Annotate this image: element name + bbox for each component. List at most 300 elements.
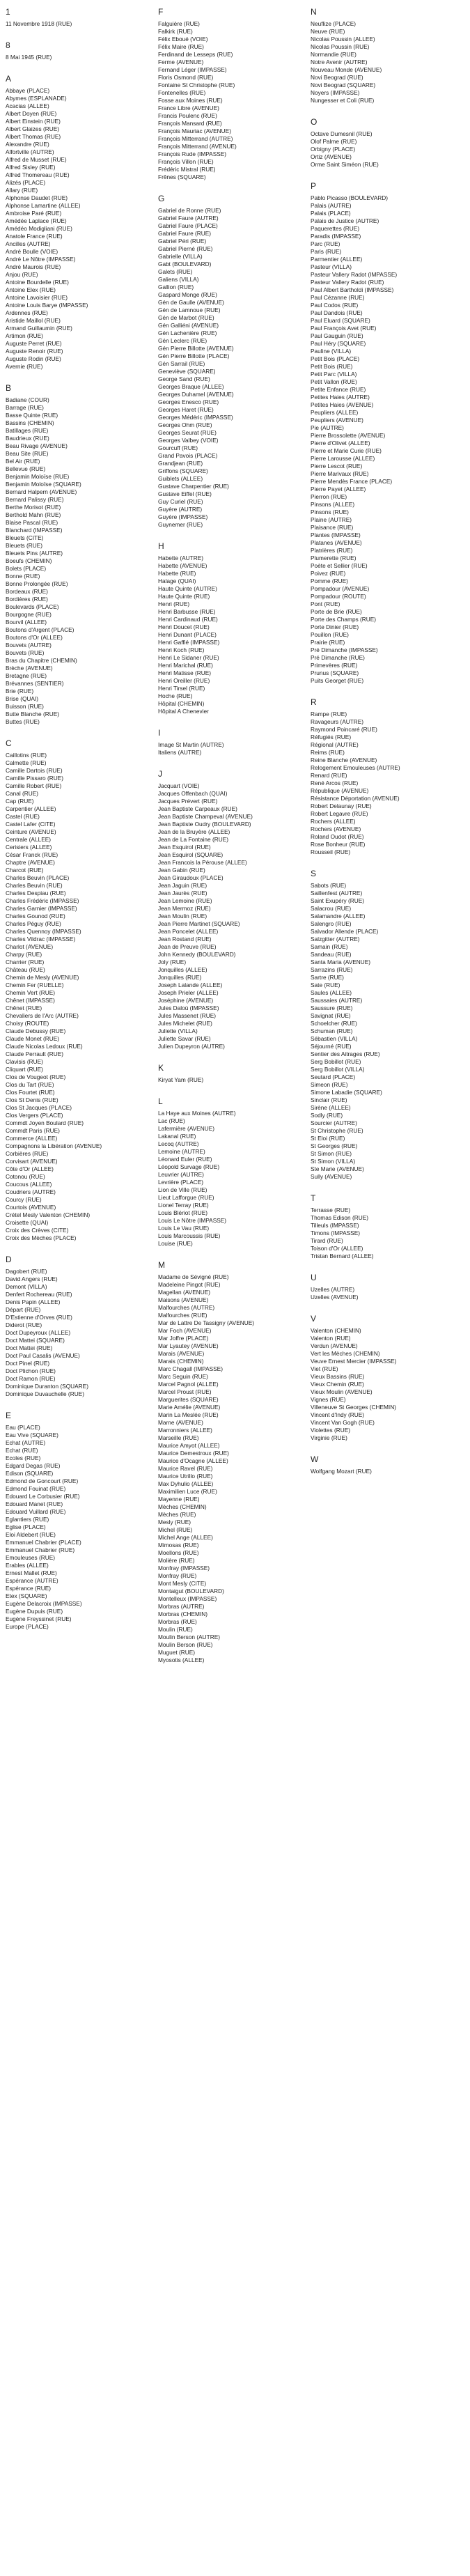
- street-list-item: Morbras (CHEMIN): [158, 1611, 207, 1617]
- street-list-item: Henri Gaffié (IMPASSE): [158, 639, 220, 646]
- street-list-item: Georges Enesco (RUE): [158, 398, 219, 405]
- street-list-item: Gaspard Monge (RUE): [158, 291, 217, 298]
- street-list-item: Pompadour (AVENUE): [311, 585, 370, 592]
- street-list-item: Jean de la Bruyère (ALLEE): [158, 828, 230, 835]
- street-list-item: Sate (RUE): [311, 981, 340, 988]
- street-list-item: Eugène Delacroix (IMPASSE): [6, 1600, 82, 1607]
- street-list-item: Mar Foch (AVENUE): [158, 1327, 212, 1334]
- street-list-item: Amédéo Modigliani (RUE): [6, 225, 72, 232]
- street-list-item: Echat (AUTRE): [6, 1439, 46, 1446]
- index-column-1: [6, 7, 158, 2576]
- street-list-item: Maisons (AVENUE): [158, 1296, 209, 1303]
- street-list-item: Brèche (AVENUE): [6, 665, 53, 672]
- street-list-item: Cotonou (RUE): [6, 1173, 45, 1180]
- street-list-item: Molière (RUE): [158, 1557, 195, 1564]
- street-list-item: George Sand (RUE): [158, 375, 210, 382]
- street-list-item: Charrier (RUE): [6, 959, 45, 965]
- street-list-item: Allary (RUE): [6, 187, 38, 194]
- letter-section: [158, 194, 311, 529]
- street-list-item: Veuve Ernest Mercier (IMPASSE): [311, 1358, 397, 1365]
- street-list-item: Espérance (AUTRE): [6, 1577, 58, 1584]
- street-list-item: Prairie (RUE): [311, 639, 345, 646]
- street-list-item: Ferdinand de Lesseps (RUE): [158, 51, 233, 58]
- street-list-item: Henri (RUE): [158, 600, 190, 607]
- street-list-item: Petite Enfance (RUE): [311, 386, 366, 393]
- street-list-item: Doct Ramon (RUE): [6, 1375, 56, 1382]
- street-list-item: Floris Osmond (RUE): [158, 74, 214, 81]
- street-list-item: Vieux Bassins (RUE): [311, 1373, 365, 1380]
- street-list-item: Jean de Preuve (RUE): [158, 943, 217, 950]
- street-list-item: Jean Giraudoux (PLACE): [158, 874, 224, 881]
- street-list-item: François Mauriac (AVENUE): [158, 127, 231, 134]
- street-list-item: Palais (AUTRE): [311, 202, 352, 209]
- street-list-item: Sandeau (RUE): [311, 951, 352, 958]
- street-list-item: Joly (RUE): [158, 959, 187, 965]
- street-list-item: Alfred de Musset (RUE): [6, 156, 67, 163]
- street-list-item: Marseille (RUE): [158, 1434, 199, 1441]
- street-list-item: Chemin Fer (RUELLE): [6, 981, 64, 988]
- street-list-item: John Kennedy (BOULEVARD): [158, 951, 236, 958]
- street-list-item: Albert Glaizes (RUE): [6, 125, 59, 132]
- street-list: [158, 1273, 311, 1664]
- street-list-item: Chênet (IMPASSE): [6, 997, 55, 1004]
- street-list-item: Mont Mesly (CITE): [158, 1580, 207, 1587]
- street-list-item: Alfred Thomereau (RUE): [6, 171, 70, 178]
- street-list-item: Edouard Manet (RUE): [6, 1500, 63, 1507]
- letter-section: [311, 697, 463, 856]
- street-list-item: 8 Mai 1945 (RUE): [6, 54, 52, 61]
- street-list-item: Lac (RUE): [158, 1117, 185, 1124]
- street-list-item: Chaptre (AVENUE): [6, 859, 55, 866]
- section-letter-heading: V: [311, 1314, 317, 1324]
- street-list-item: Kiryat Yam (RUE): [158, 1076, 204, 1083]
- section-letter-heading: H: [158, 541, 164, 551]
- street-list-item: Jean Baptiste Champeval (AVENUE): [158, 813, 253, 820]
- street-list-item: Clos Fourtet (RUE): [6, 1089, 55, 1096]
- street-list-item: Simeon (RUE): [311, 1081, 348, 1088]
- street-list-item: Bernard Palissy (RUE): [6, 496, 64, 503]
- letter-section: [158, 769, 311, 1050]
- street-list-item: Jean Esquirol (SQUARE): [158, 851, 224, 858]
- street-list-item: Bourgogne (RUE): [6, 611, 52, 618]
- street-list-item: Palais (PLACE): [311, 210, 351, 217]
- street-list: [158, 741, 311, 756]
- street-list-item: Robert Delaunay (RUE): [311, 802, 372, 809]
- street-list-item: Frédéric Mistral (RUE): [158, 166, 216, 173]
- street-list-item: Orme Saint Siméon (RUE): [311, 161, 379, 168]
- street-list-item: St Christophe (RUE): [311, 1127, 363, 1134]
- street-list-item: Camille Pissaro (RUE): [6, 775, 63, 782]
- street-list-item: Courcy (RUE): [6, 1196, 42, 1203]
- street-list-item: Novi Beograd (SQUARE): [311, 82, 376, 88]
- street-list-item: Félix Maire (RUE): [158, 43, 204, 50]
- street-list-item: Joséphine (AVENUE): [158, 997, 214, 1004]
- street-list-item: Lecoq (AUTRE): [158, 1140, 199, 1147]
- street-list-item: Gustave Eiffel (RUE): [158, 490, 212, 497]
- street-list-item: Bassins (CHEMIN): [6, 419, 54, 426]
- street-list-item: Edouard Le Corbusier (RUE): [6, 1493, 80, 1500]
- street-list-item: Octave Dumesnil (RUE): [311, 130, 373, 137]
- street-list-item: Jonquilles (ALLEE): [158, 966, 207, 973]
- street-list-item: Chemin de Mesly (AVENUE): [6, 974, 79, 981]
- street-list-item: Léonard Euler (RUE): [158, 1156, 212, 1163]
- street-list-item: François Rude (IMPASSE): [158, 150, 227, 157]
- street-list-item: Nicolas Poussin (ALLEE): [311, 36, 375, 42]
- street-list-item: Frênes (SQUARE): [158, 173, 206, 180]
- street-list-item: Saint Exupéry (RUE): [311, 897, 365, 904]
- street-list-item: Mèches (CHEMIN): [158, 1503, 207, 1510]
- street-list-item: Montelleux (IMPASSE): [158, 1595, 217, 1602]
- street-list-item: Gén Sarrail (RUE): [158, 360, 205, 367]
- street-list-item: Malfourches (AUTRE): [158, 1304, 215, 1311]
- street-list-item: Monfray (RUE): [158, 1572, 197, 1579]
- street-list-item: Castel (RUE): [6, 813, 40, 820]
- street-list-item: Serg Bobillot (VILLA): [311, 1066, 365, 1073]
- street-list-item: Fontaine St Christophe (RUE): [158, 82, 235, 88]
- letter-section: [158, 1063, 311, 1084]
- section-letter-heading: U: [311, 1273, 317, 1282]
- section-letter-heading: O: [311, 117, 318, 127]
- street-list-item: Sirène (ALLEE): [311, 1104, 351, 1111]
- street-list-item: Plaisance (RUE): [311, 524, 354, 531]
- street-list-item: Marais (AVENUE): [158, 1350, 205, 1357]
- section-letter-heading: C: [6, 738, 12, 748]
- street-list-item: Paradis (IMPASSE): [311, 233, 361, 240]
- street-list-item: Marne (AVENUE): [158, 1419, 203, 1426]
- street-list-item: Madame de Sévigné (RUE): [158, 1273, 229, 1280]
- street-list-item: Poète et Sellier (RUE): [311, 562, 368, 569]
- street-list-item: Gabriel Faure (AUTRE): [158, 215, 219, 222]
- street-list-item: Pierre Larousse (ALLEE): [311, 455, 375, 462]
- letter-section: [158, 541, 311, 715]
- letter-section: [158, 1096, 311, 1248]
- street-list-item: Centrale (ALLEE): [6, 836, 52, 843]
- section-letter-heading: G: [158, 194, 165, 203]
- letter-section: [6, 1255, 158, 1398]
- street-list-item: St Eloi (RUE): [311, 1135, 345, 1142]
- street-list-item: Bel Air (RUE): [6, 458, 40, 465]
- street-list-item: Alfred Sisley (RUE): [6, 164, 56, 171]
- street-list-item: Vieux Chemin (RUE): [311, 1381, 364, 1388]
- street-list-item: Régional (AUTRE): [311, 741, 359, 748]
- street-list-item: Galiens (VILLA): [158, 276, 199, 283]
- street-list-item: Ancilles (AUTRE): [6, 240, 51, 247]
- street-list-item: Julien Dupeyron (AUTRE): [158, 1043, 225, 1050]
- street-list-item: Robert Legavre (RUE): [311, 810, 368, 817]
- street-list-item: Anatole France (RUE): [6, 233, 63, 240]
- street-list-item: Tristan Bernard (ALLEE): [311, 1252, 374, 1259]
- street-list-item: César Franck (RUE): [6, 851, 58, 858]
- street-list-item: Serg Bobillot (RUE): [311, 1058, 361, 1065]
- street-list-item: Georges Duhamel (AVENUE): [158, 391, 234, 398]
- street-list-item: Ambroise Paré (RUE): [6, 210, 62, 217]
- street-list-item: Myosotis (ALLEE): [158, 1656, 205, 1663]
- street-list-item: Montaigut (BOULEVARD): [158, 1588, 224, 1595]
- street-list-item: Roland Oudot (RUE): [311, 833, 364, 840]
- street-list-item: Joseph Lalande (ALLEE): [158, 981, 223, 988]
- street-list-item: Normandie (RUE): [311, 51, 357, 58]
- street-list: [311, 194, 463, 685]
- street-list-item: Pie (AUTRE): [311, 424, 344, 431]
- letter-section: [311, 1273, 463, 1301]
- street-list-item: Louis Le Nôtre (IMPASSE): [158, 1217, 227, 1224]
- street-list-item: Mèches (RUE): [158, 1511, 196, 1518]
- street-list-item: Clos St Jacques (PLACE): [6, 1104, 72, 1111]
- street-list-item: Cap (RUE): [6, 798, 34, 805]
- street-list-item: Villeneuve St Georges (CHEMIN): [311, 1404, 396, 1411]
- street-list-item: Peupliers (AVENUE): [311, 417, 363, 424]
- section-letter-heading: M: [158, 1260, 165, 1270]
- street-list-item: Doct Pinel (RUE): [6, 1360, 50, 1367]
- street-list-item: Compagnons la Libération (AVENUE): [6, 1142, 102, 1149]
- street-list: [311, 20, 463, 104]
- street-list-item: Gén de Marbot (RUE): [158, 314, 214, 321]
- street-list-item: Boeufs (CHEMIN): [6, 557, 52, 564]
- street-list-item: Georges Haret (RUE): [158, 406, 214, 413]
- street-list-item: Paul Codos (RUE): [311, 302, 359, 309]
- street-list-item: François Mitterrand (AUTRE): [158, 135, 233, 142]
- street-list-item: Jean Gabin (RUE): [158, 867, 205, 874]
- street-list-item: Louis Blériot (RUE): [158, 1209, 208, 1216]
- street-list-item: Schuman (RUE): [311, 1027, 353, 1034]
- section-letter-heading: D: [6, 1255, 12, 1264]
- street-list-item: Sabots (RUE): [311, 882, 347, 889]
- section-letter-heading: 8: [6, 40, 10, 50]
- street-list-item: Pierre Mendès France (PLACE): [311, 478, 393, 485]
- street-list-item: Gén de Gaulle (AVENUE): [158, 299, 224, 306]
- street-list-item: Côte d'Or (ALLEE): [6, 1165, 54, 1172]
- street-list-item: Tilleuls (IMPASSE): [311, 1222, 359, 1229]
- street-list-item: René Arcos (RUE): [311, 779, 359, 786]
- street-list-item: Santa Maria (AVENUE): [311, 959, 371, 965]
- street-list-item: Basse Quinte (RUE): [6, 412, 58, 419]
- street-list-item: Butte Blanche (RUE): [6, 711, 60, 717]
- street-list-item: Jean Moulin (RUE): [158, 913, 207, 920]
- street-list-item: Charles Péguy (RUE): [6, 920, 61, 927]
- street-list-item: Eau (PLACE): [6, 1424, 40, 1431]
- street-list-item: Bordeaux (RUE): [6, 588, 48, 595]
- street-list-item: Ferme (AVENUE): [158, 59, 204, 65]
- street-list-item: Gén Pierre Billotte (PLACE): [158, 352, 230, 359]
- street-list-item: Vincent Van Gogh (RUE): [311, 1419, 375, 1426]
- street-list-item: Nicolas Poussin (RUE): [311, 43, 370, 50]
- street-list-item: Sodly (RUE): [311, 1112, 343, 1119]
- street-list-item: Bourvil (ALLEE): [6, 619, 47, 626]
- street-list-item: Chevaliers de l'Arc (AUTRE): [6, 1012, 79, 1019]
- street-list-item: Berthold Mahn (RUE): [6, 511, 61, 518]
- section-letter-heading: J: [158, 769, 162, 779]
- street-list-item: Gabriel de Ronne (RUE): [158, 207, 221, 214]
- street-list-item: Sully (AVENUE): [311, 1173, 352, 1180]
- street-list-item: Madeleine Pingot (RUE): [158, 1281, 221, 1288]
- street-list-item: Joseph Prieler (ALLEE): [158, 989, 219, 996]
- street-list: [158, 20, 311, 181]
- letter-section: [311, 117, 463, 169]
- street-list-item: Hôpital A Chenevier: [158, 708, 209, 715]
- street-list-item: Sourcier (AUTRE): [311, 1119, 357, 1126]
- street-list-item: Marcel Pagnol (ALLEE): [158, 1381, 219, 1388]
- street-list-item: Boutons d'Or (ALLEE): [6, 634, 63, 641]
- street-list-item: Blaise Pascal (RUE): [6, 519, 58, 526]
- street-list-item: Henri Le Sidaner (RUE): [158, 654, 219, 661]
- street-list-item: Pont (RUE): [311, 600, 340, 607]
- street-list: [158, 207, 311, 529]
- street-list-item: Echat (RUE): [6, 1447, 38, 1454]
- section-letter-heading: P: [311, 181, 317, 191]
- street-list-item: Relogement Emouleuses (AUTRE): [311, 764, 400, 771]
- letter-section: [158, 7, 311, 181]
- street-list-item: Marc Seguin (RUE): [158, 1373, 208, 1380]
- street-list-item: Platrières (RUE): [311, 547, 353, 554]
- street-list-item: Pinsons (ALLEE): [311, 501, 355, 508]
- street-list-item: Albert Einstein (RUE): [6, 118, 61, 125]
- street-list-item: Paul Albert Bartholdi (IMPASSE): [311, 286, 394, 293]
- street-list-item: Léopold Survage (RUE): [158, 1163, 220, 1170]
- street-list-item: Sartre (RUE): [311, 974, 344, 981]
- street-list-item: Jean Pierre Martinet (SQUARE): [158, 920, 240, 927]
- street-list-item: Vert les Mèches (CHEMIN): [311, 1350, 380, 1357]
- street-list-item: Reims (RUE): [311, 749, 345, 756]
- street-list-item: Henri Oreiller (RUE): [158, 677, 210, 684]
- letter-section: [158, 728, 311, 756]
- street-list-item: Georges Seurat (RUE): [158, 429, 217, 436]
- street-list-item: Gabriel Pierné (RUE): [158, 245, 213, 252]
- street-list-item: Alfortville (AUTRE): [6, 148, 54, 155]
- street-list-item: Espérance (RUE): [6, 1585, 52, 1592]
- letter-section: [6, 738, 158, 1242]
- street-list-item: Dagobert (RUE): [6, 1268, 47, 1275]
- street-list-item: Résistance Déportation (AVENUE): [311, 795, 400, 802]
- street-list-item: St Georges (RUE): [311, 1142, 358, 1149]
- street-list: [311, 882, 463, 1181]
- street-list-item: Hôpital (CHEMIN): [158, 700, 205, 707]
- street-list-item: Denfert Rochereau (RUE): [6, 1291, 72, 1298]
- street-list-item: Georges Valbey (VOIE): [158, 437, 219, 444]
- street-list-item: Antoine Elex (RUE): [6, 286, 56, 293]
- street-list-item: Charles Beuvin (PLACE): [6, 874, 70, 881]
- street-list-item: Leuvrier (AUTRE): [158, 1171, 204, 1178]
- street-list-item: Chemin Vert (RUE): [6, 989, 56, 996]
- street-list-item: Samain (RUE): [311, 943, 348, 950]
- street-list-item: Ernest Mallet (RUE): [6, 1569, 57, 1576]
- street-list-item: Verdun (AVENUE): [311, 1342, 358, 1349]
- street-list-item: Edmond Fouinat (RUE): [6, 1485, 66, 1492]
- street-list-item: Rampe (RUE): [311, 711, 347, 717]
- street-list: [6, 1424, 158, 1631]
- street-list-item: Plantes (IMPASSE): [311, 532, 361, 538]
- street-list-item: Paul Cézanne (RUE): [311, 294, 365, 301]
- street-list-item: Croisette (QUAI): [6, 1219, 49, 1226]
- street-list-item: Vieux Moulin (AVENUE): [311, 1388, 373, 1395]
- street-list-item: Rousseil (RUE): [311, 848, 351, 855]
- street-list-item: Bernard Halpern (AVENUE): [6, 488, 77, 495]
- street-list-item: Michel Ange (ALLEE): [158, 1534, 213, 1541]
- street-list-item: Neuve (RUE): [311, 28, 345, 35]
- street-list-item: Château (RUE): [6, 966, 45, 973]
- street-list-item: Armand Guillaumin (RUE): [6, 325, 72, 332]
- street-list-item: Image St Martin (AUTRE): [158, 741, 224, 748]
- street-list-item: Nouveau Monde (AVENUE): [311, 66, 382, 73]
- street-list-item: Bonne (RUE): [6, 573, 40, 580]
- street-list-item: Hoche (RUE): [158, 692, 193, 699]
- street-list-item: Gén Galliéni (AVENUE): [158, 322, 219, 329]
- street-list-item: Jean Jaurès (RUE): [158, 890, 207, 897]
- street-list-item: Marin La Meslée (RUE): [158, 1411, 219, 1418]
- street-list-item: Calmette (RUE): [6, 759, 47, 766]
- street-list-item: Brie (RUE): [6, 688, 34, 695]
- street-list-item: Marais (CHEMIN): [158, 1358, 204, 1365]
- street-list-item: Maurice d'Ocagne (ALLEE): [158, 1457, 228, 1464]
- street-list-item: Auguste Rodin (RUE): [6, 355, 61, 362]
- street-list-item: Bras du Chapitre (CHEMIN): [6, 657, 77, 664]
- street-list-item: Bouvets (AUTRE): [6, 642, 52, 649]
- street-list-item: Petites Haies (AUTRE): [311, 394, 370, 401]
- street-list-item: Gén de Lamnoue (RUE): [158, 307, 221, 313]
- street-list-item: Porte de Brie (RUE): [311, 608, 362, 615]
- street-list-item: Neuflize (PLACE): [311, 20, 357, 27]
- street-list-item: Eugène Dupuis (RUE): [6, 1608, 63, 1615]
- street-list-item: Canal (RUE): [6, 790, 39, 797]
- street-list-item: Charles Despiau (RUE): [6, 890, 66, 897]
- street-list-item: Uzelles (AVENUE): [311, 1294, 359, 1301]
- street-list-item: Plumerette (RUE): [311, 554, 357, 561]
- street-list-item: St Simon (VILLA): [311, 1158, 356, 1165]
- street-list-item: Clos de Vougeot (RUE): [6, 1073, 66, 1080]
- street-list-item: Reine Blanche (AVENUE): [311, 756, 377, 763]
- street-list-item: Claude Monet (RUE): [6, 1035, 60, 1042]
- street-list: [6, 54, 158, 61]
- street-list-item: Poivez (RUE): [311, 570, 346, 577]
- street-list-item: Moulin Berson (AUTRE): [158, 1634, 220, 1640]
- street-list-item: Gén Pierre Billotte (AVENUE): [158, 345, 234, 352]
- street-list-item: Barrage (RUE): [6, 404, 44, 411]
- street-list-item: Diderot (RUE): [6, 1321, 42, 1328]
- street-list-item: Louis Marcoussis (RUE): [158, 1232, 221, 1239]
- street-list-item: Habette (RUE): [158, 570, 196, 577]
- street-list-item: Gén Lachenière (RUE): [158, 329, 217, 336]
- street-list-item: Gabriel Péri (RUE): [158, 238, 207, 245]
- street-list-item: Buttes (RUE): [6, 718, 40, 725]
- street-list-item: Chênet (RUE): [6, 1004, 42, 1011]
- street-list-item: Pomme (RUE): [311, 577, 348, 584]
- section-letter-heading: R: [311, 697, 317, 707]
- street-list-item: Edouard Vuillard (RUE): [6, 1508, 66, 1515]
- street-list-item: Henri Cardinaud (RUE): [158, 616, 218, 623]
- street-list-item: Grand Pavois (PLACE): [158, 452, 218, 459]
- street-list-item: Pinsons (RUE): [311, 509, 349, 515]
- street-list-item: Coucous (ALLEE): [6, 1181, 52, 1188]
- street-list-item: Guynemer (RUE): [158, 521, 203, 528]
- street-list-item: Albert Thomas (RUE): [6, 133, 61, 140]
- street-list-item: Morbras (AUTRE): [158, 1603, 205, 1610]
- street-list-item: Novi Beograd (RUE): [311, 74, 363, 81]
- street-list-item: Virginie (RUE): [311, 1434, 347, 1441]
- street-list-item: Paul Gauguin (RUE): [311, 332, 363, 339]
- street-list-item: François Mansard (RUE): [158, 120, 222, 127]
- street-list-item: Antoine Louis Barye (IMPASSE): [6, 302, 88, 309]
- street-list-item: Camille Dartois (RUE): [6, 767, 63, 774]
- street-list-item: Gabt (BOULEVARD): [158, 261, 212, 267]
- street-list: [158, 1110, 311, 1248]
- index-column-2: [158, 7, 311, 2576]
- letter-section: [6, 74, 158, 371]
- street-list-item: Moulin (RUE): [158, 1626, 193, 1633]
- street-list-item: Fernand Léger (IMPASSE): [158, 66, 227, 73]
- street-list-item: Palais de Justice (AUTRE): [311, 217, 379, 224]
- street-list-item: Viet (RUE): [311, 1365, 338, 1372]
- street-list-item: Séjourné (RUE): [311, 1043, 352, 1050]
- street-list-item: Galets (RUE): [158, 268, 193, 275]
